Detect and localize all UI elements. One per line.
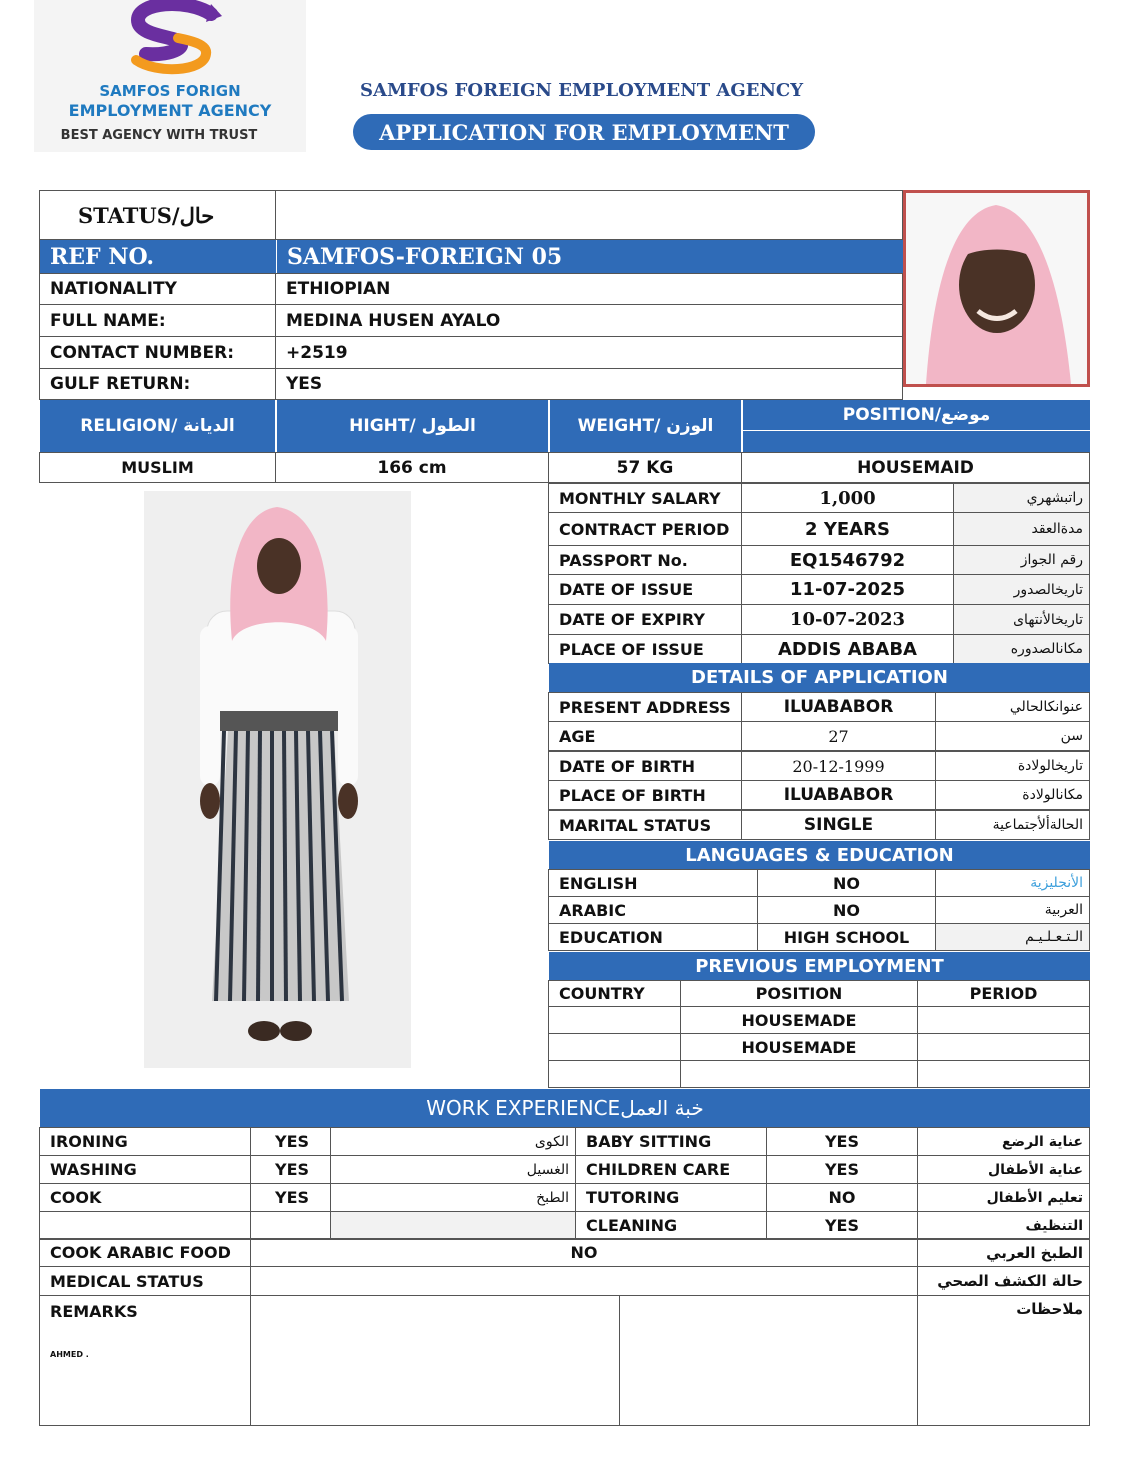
prev-row-country: [548, 1006, 681, 1034]
nationality-value: ETHIOPIAN: [275, 273, 903, 305]
prev-row-period: [917, 1033, 1090, 1061]
height-header: HIGHT/ الطول: [276, 400, 548, 452]
job-row-value: EQ1546792: [741, 545, 954, 575]
logo-line1: SAMFOS FORIGN: [99, 82, 241, 100]
prev-row-position: [680, 1060, 918, 1088]
detail-row-ar: الحالةألأجتماعية: [935, 810, 1090, 840]
job-row-ar: راتبشهري: [953, 483, 1090, 513]
details-title: DETAILS OF APPLICATION: [549, 663, 1090, 692]
ref-label: REF NO.: [40, 240, 276, 273]
work-left-ar: الطبخ: [330, 1183, 576, 1212]
language-row-ar: الأنجليزية: [935, 869, 1090, 897]
work-experience-title: WORK EXPERIENCEخبة العمل: [40, 1089, 1090, 1127]
work-left-value: YES: [250, 1155, 331, 1184]
gulf-return-label: GULF RETURN:: [39, 368, 276, 400]
language-row-ar: العربية: [935, 896, 1090, 924]
detail-row-value: SINGLE: [741, 810, 936, 840]
job-row-ar: تاريخالصدور: [953, 574, 1090, 605]
full-body-photo: [144, 491, 411, 1068]
job-row-label: MONTHLY SALARY: [548, 483, 742, 513]
prev-period-header: PERIOD: [917, 980, 1090, 1007]
job-row-value: 1,000: [741, 483, 954, 513]
position-header-sub: [742, 430, 1090, 452]
medical-status-label: MEDICAL STATUS: [39, 1266, 251, 1296]
work-right-value: YES: [766, 1211, 918, 1240]
work-left-ar: الكوى: [330, 1127, 576, 1156]
job-row-label: DATE OF ISSUE: [548, 574, 742, 605]
remarks-label: REMARKS: [50, 1302, 138, 1321]
job-row-ar: تاريخالأنتهاى: [953, 604, 1090, 635]
status-label: STATUS/حال: [39, 190, 276, 240]
detail-row-ar: سن: [935, 721, 1090, 751]
prev-row-position: HOUSEMADE: [680, 1006, 918, 1034]
detail-row-label: AGE: [548, 721, 742, 751]
portrait-photo: [903, 190, 1090, 387]
job-row-value: 10-07-2023: [741, 604, 954, 635]
medical-status-ar: حالة الكشف الصحي: [917, 1266, 1090, 1296]
work-left-label: IRONING: [39, 1127, 251, 1156]
prev-row-period: [917, 1006, 1090, 1034]
job-row-value: ADDIS ABABA: [741, 634, 954, 664]
cook-arabic-ar: الطبخ العربي: [917, 1238, 1090, 1267]
language-row-value: HIGH SCHOOL: [757, 923, 936, 951]
languages-title: LANGUAGES & EDUCATION: [549, 841, 1090, 869]
detail-row-ar: تاريخالولادة: [935, 751, 1090, 781]
work-right-value: NO: [766, 1183, 918, 1212]
height-value: 166 cm: [275, 452, 549, 483]
job-row-label: DATE OF EXPIRY: [548, 604, 742, 635]
prev-row-country: [548, 1033, 681, 1061]
logo-s-icon: [116, 0, 226, 78]
remarks-field-2: [619, 1295, 918, 1426]
religion-header: RELIGION/ الديانة: [40, 400, 275, 452]
previous-employment-title: PREVIOUS EMPLOYMENT: [549, 952, 1090, 980]
work-right-value: YES: [766, 1127, 918, 1156]
detail-row-label: DATE OF BIRTH: [548, 751, 742, 781]
work-left-ar: [330, 1211, 576, 1240]
job-row-ar: رقم الجواز: [953, 545, 1090, 575]
logo-tagline: BEST AGENCY WITH TRUST: [60, 128, 258, 143]
form-title: APPLICATION FOR EMPLOYMENT: [353, 114, 815, 150]
cook-arabic-label: COOK ARABIC FOOD: [39, 1238, 251, 1267]
language-row-value: NO: [757, 869, 936, 897]
detail-row-value: ILUABABOR: [741, 780, 936, 810]
logo-line2: EMPLOYMENT AGENCY: [68, 101, 272, 120]
ref-value: SAMFOS-FOREIGN 05: [276, 240, 903, 273]
language-row-ar: الـتـعـلـيـم: [935, 923, 1090, 951]
weight-value: 57 KG: [548, 452, 742, 483]
work-left-label: COOK: [39, 1183, 251, 1212]
remarks-box: [39, 1295, 251, 1426]
agency-name: SAMFOS FOREIGN EMPLOYMENT AGENCY: [360, 80, 804, 101]
remarks-ar-box: [917, 1295, 1090, 1426]
weight-header: WEIGHT/ الوزن: [549, 400, 741, 452]
religion-value: MUSLIM: [39, 452, 276, 483]
gulf-return-value: YES: [275, 368, 903, 400]
work-left-label: [39, 1211, 251, 1240]
language-row-label: ENGLISH: [548, 869, 758, 897]
work-right-label: CHILDREN CARE: [575, 1155, 767, 1184]
remarks-note: AHMED .: [50, 1350, 89, 1359]
work-right-value: YES: [766, 1155, 918, 1184]
work-left-ar: الغسيل: [330, 1155, 576, 1184]
fullname-value: MEDINA HUSEN AYALO: [275, 304, 903, 337]
contact-label: CONTACT NUMBER:: [39, 336, 276, 369]
work-right-label: TUTORING: [575, 1183, 767, 1212]
work-right-ar: التنظيف: [917, 1211, 1090, 1240]
prev-country-header: COUNTRY: [548, 980, 681, 1007]
job-row-value: 2 YEARS: [741, 512, 954, 546]
detail-row-label: PRESENT ADDRESS: [548, 692, 742, 722]
work-left-label: WASHING: [39, 1155, 251, 1184]
language-row-label: EDUCATION: [548, 923, 758, 951]
work-right-ar: تعليم الأطفال: [917, 1183, 1090, 1212]
prev-row-country: [548, 1060, 681, 1088]
work-left-value: [250, 1211, 331, 1240]
contact-value: +2519: [275, 336, 903, 369]
language-row-value: NO: [757, 896, 936, 924]
nationality-label: NATIONALITY: [39, 273, 276, 305]
prev-row-period: [917, 1060, 1090, 1088]
work-right-label: CLEANING: [575, 1211, 767, 1240]
job-row-ar: مكانالصدوره: [953, 634, 1090, 664]
work-right-ar: عناية الرضع: [917, 1127, 1090, 1156]
medical-status-value: [250, 1266, 918, 1296]
work-left-value: YES: [250, 1127, 331, 1156]
job-row-ar: مدةالعقد: [953, 512, 1090, 546]
detail-row-label: MARITAL STATUS: [548, 810, 742, 840]
job-row-label: CONTRACT PERIOD: [548, 512, 742, 546]
work-right-label: BABY SITTING: [575, 1127, 767, 1156]
cook-arabic-value: NO: [250, 1238, 918, 1267]
detail-row-value: 27: [741, 721, 936, 751]
prev-row-position: HOUSEMADE: [680, 1033, 918, 1061]
work-right-ar: عناية الأطفال: [917, 1155, 1090, 1184]
prev-position-header: POSITION: [680, 980, 918, 1007]
remarks-ar: ملاحظات: [1016, 1300, 1083, 1318]
fullname-label: FULL NAME:: [39, 304, 276, 337]
job-row-label: PASSPORT No.: [548, 545, 742, 575]
job-row-value: 11-07-2025: [741, 574, 954, 605]
detail-row-ar: مكانالولادة: [935, 780, 1090, 810]
agency-logo: [34, 0, 306, 152]
detail-row-value: 20-12-1999: [741, 751, 936, 781]
language-row-label: ARABIC: [548, 896, 758, 924]
job-row-label: PLACE OF ISSUE: [548, 634, 742, 664]
position-value: HOUSEMAID: [741, 452, 1090, 483]
detail-row-label: PLACE OF BIRTH: [548, 780, 742, 810]
detail-row-value: ILUABABOR: [741, 692, 936, 722]
detail-row-ar: عنوانكالحالي: [935, 692, 1090, 722]
remarks-field-1: [250, 1295, 620, 1426]
position-header: POSITION/موضع: [742, 400, 1090, 430]
status-value: [275, 190, 903, 240]
work-left-value: YES: [250, 1183, 331, 1212]
